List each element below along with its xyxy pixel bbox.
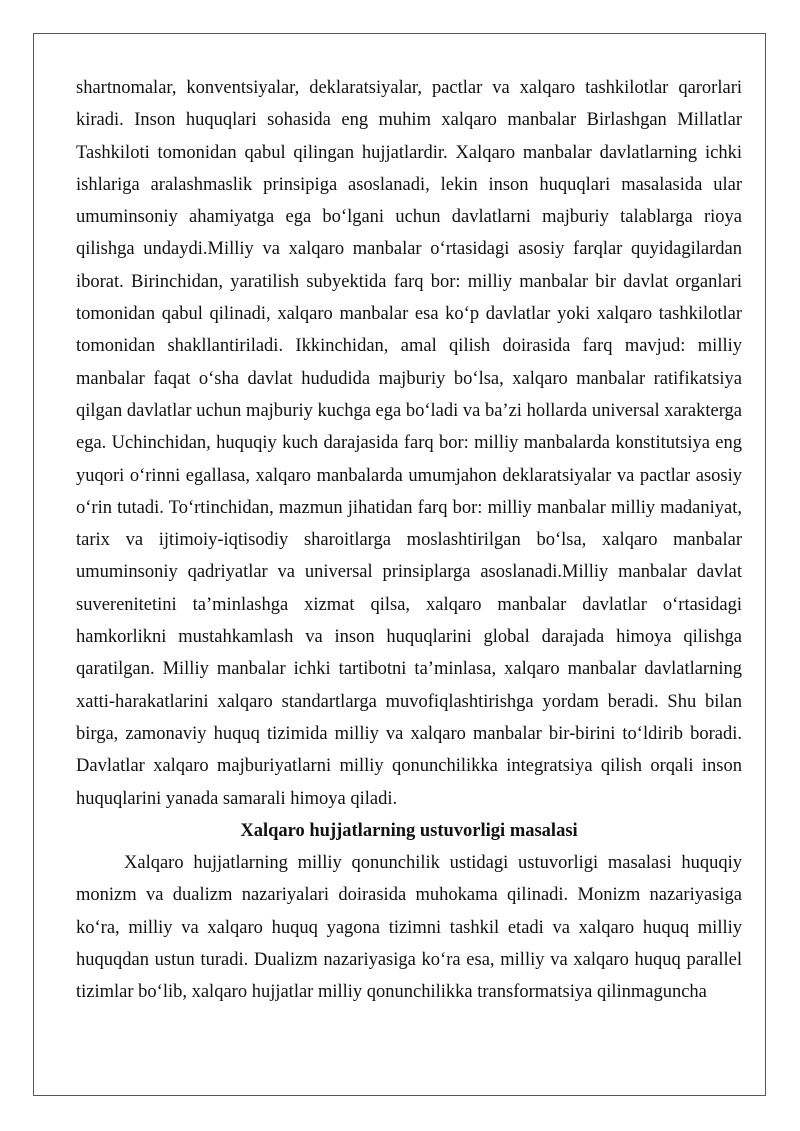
- document-body: [76, 72, 742, 1009]
- section-heading: Xalqaro hujjatlarning ustuvorligi masalasi: [240, 820, 578, 841]
- body-paragraph: Xalqaro hujjatlarning milliy qonunchilik ustidagi ustuvorligi masalasi huquqiy monizm va dualizm nazariyalari doirasida muhokama qilinadi. Monizm nazariyasiga ko‘ra, milliy va xalqaro huquq yagona tizimni tashkil etadi va xalqaro huquq milliy huquqdan ustun turadi. Dualizm nazariyasiga ko‘ra esa, milliy va xalqaro huquq parallel tizimlar bo‘lib, xalqaro hujjatlar milliy qonunchilikka transformatsiya qilinmaguncha: [76, 853, 742, 1003]
- body-paragraph: shartnomalar, konventsiyalar, deklaratsiyalar, pactlar va xalqaro tashkilotlar qarorlari kiradi. Inson huquqlari sohasida eng muhim xalqaro manbalar Birlashgan Millatlar Tashkiloti tomonidan qabul qilingan hujjatlardir. Xalqaro manbalar davlatlarning ichki ishlariga aralashmaslik prinsipiga asoslanadi, lekin inson huquqlari masalasida ular umuminsoniy ahamiyatga ega bo‘lgani uchun davlatlarni majburiy talablarga rioya qilishga undaydi.Milliy va xalqaro manbalar o‘rtasidagi asosiy farqlar quyidagilardan iborat. Birinchidan, yaratilish subyektida farq bor: milliy manbalar bir davlat organlari tomonidan qabul qilinadi, xalqaro manbalar esa ko‘p davlatlar yoki xalqaro tashkilotlar tomonidan shakllantiriladi. Ikkinchidan, amal qilish doirasida farq mavjud: milliy manbalar faqat o‘sha davlat hududida majburiy bo‘lsa, xalqaro manbalar ratifikatsiya qilgan davlatlar uchun majburiy kuchga ega bo‘ladi va ba’zi hollarda universal xarakterga ega. Uchinchidan, huquqiy kuch darajasida farq bor: milliy manbalarda konstitutsiya eng yuqori o‘rinni egallasa, xalqaro manbalarda umumjahon deklaratsiyalar va pactlar asosiy o‘rin tutadi. To‘rtinchidan, mazmun jihatidan farq bor: milliy manbalar milliy madaniyat, tarix va ijtimoiy-iqtisodiy sharoitlarga moslashtirilgan bo‘lsa, xalqaro manbalar umuminsoniy qadriyatlar va universal prinsiplarga asoslanadi.Milliy manbalar davlat suverenitetini ta’minlashga xizmat qilsa, xalqaro manbalar davlatlar o‘rtasidagi hamkorlikni mustahkamlash va inson huquqlarini global darajada himoya qilishga qaratilgan. Milliy manbalar ichki tartibotni ta’minlasa, xalqaro manbalar davlatlarning xatti-harakatlarini xalqaro standartlarga muvofiqlashtirishga yordam beradi. Shu bilan birga, zamonaviy huquq tizimida milliy va xalqaro manbalar bir-birini to‘ldirib boradi. Davlatlar xalqaro majburiyatlarni milliy qonunchilikka integratsiya qilish orqali inson huquqlarini yanada samarali himoya qiladi.: [76, 78, 742, 809]
